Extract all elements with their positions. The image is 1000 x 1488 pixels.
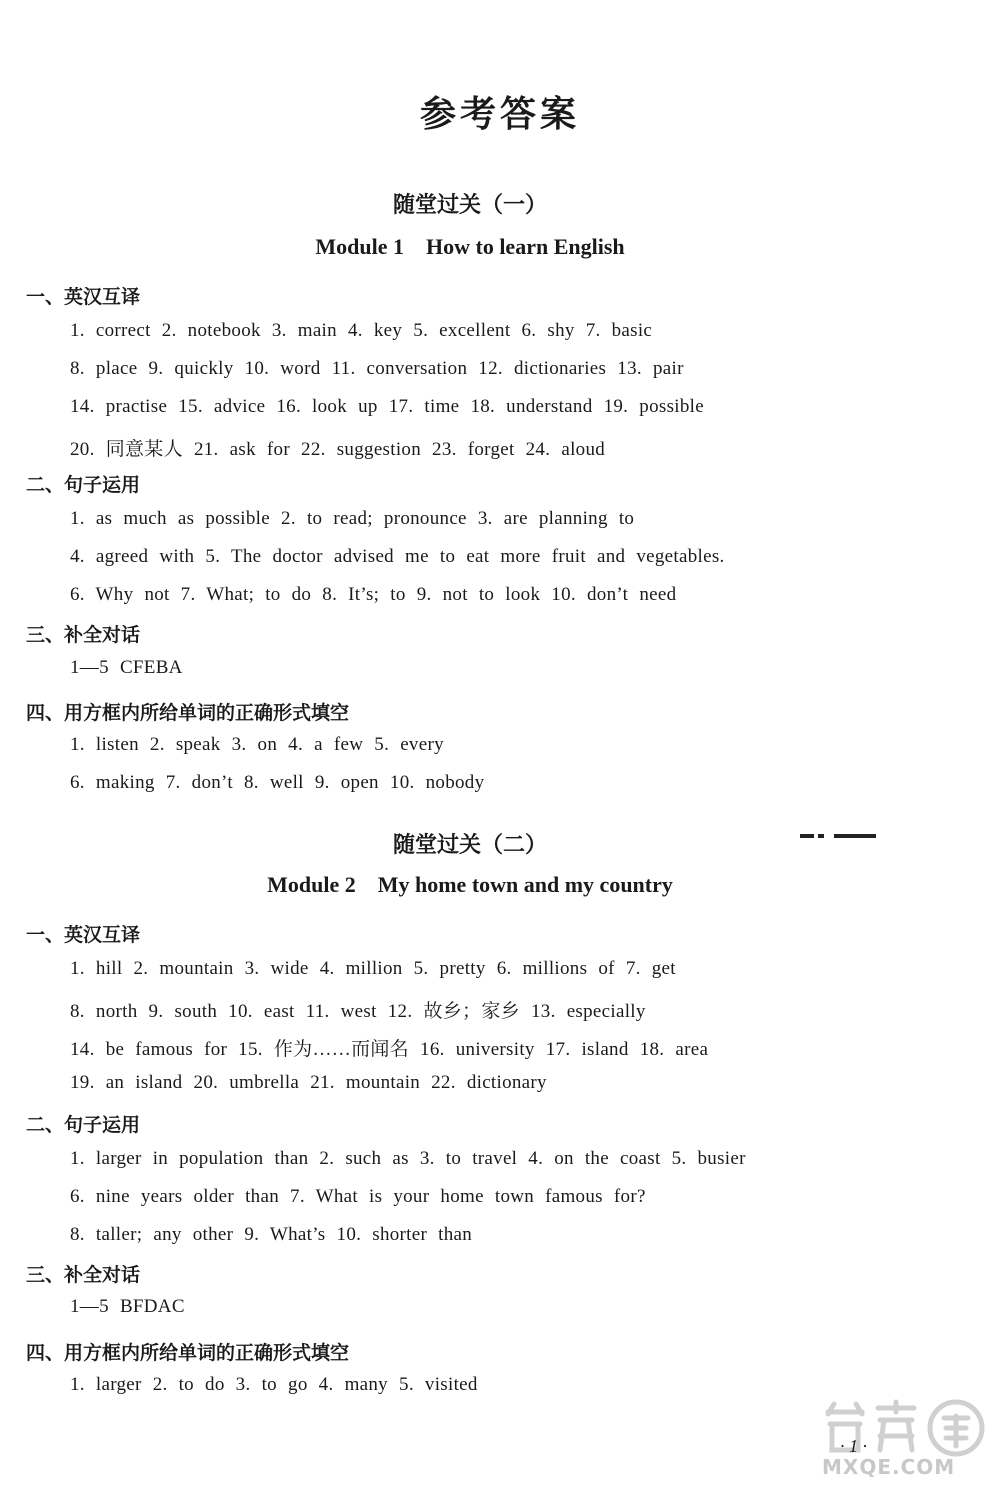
answer-line: 4. agreed with 5. The doctor advised me to eat more fruit and vegetables. — [70, 546, 725, 567]
answer-line: 1—5 CFEBA — [70, 657, 183, 678]
part-heading: 一、英汉互译 — [26, 924, 141, 946]
answer-line: 6. nine years older than 7. What is your home town famous for? — [70, 1186, 646, 1207]
part-heading: 四、用方框内所给单词的正确形式填空 — [26, 702, 350, 724]
answer-line: 1. hill 2. mountain 3. wide 4. million 5. pretty 6. millions of 7. get — [70, 958, 676, 979]
answer-line: 14. be famous for 15. 作为……而闻名 16. university 17. island 18. area — [70, 1039, 709, 1060]
answer-line: 1. larger in population than 2. such as 3. to travel 4. on the coast 5. busier — [70, 1148, 746, 1169]
answer-line: 1—5 BFDAC — [70, 1296, 185, 1317]
page-number: · 1 · — [840, 1436, 867, 1456]
part-heading: 二、句子运用 — [26, 1114, 141, 1136]
page-title: 参考答案 — [419, 94, 580, 135]
part-heading: 三、补全对话 — [26, 1264, 141, 1286]
module-title: Module 1 How to learn English — [315, 234, 625, 259]
part-heading: 四、用方框内所给单词的正确形式填空 — [26, 1342, 350, 1364]
answer-line: 8. north 9. south 10. east 11. west 12. 故乡；家乡 13. especially — [70, 1001, 646, 1022]
part-heading: 三、补全对话 — [26, 624, 141, 646]
answer-line: 8. taller; any other 9. What’s 10. shorter than — [70, 1224, 473, 1245]
part-heading: 二、句子运用 — [26, 474, 141, 496]
answer-line: 1. as much as possible 2. to read; pronounce 3. are planning to — [70, 508, 635, 529]
answer-line: 1. correct 2. notebook 3. main 4. key 5. excellent 6. shy 7. basic — [70, 320, 653, 341]
answer-line: 6. making 7. don’t 8. well 9. open 10. nobody — [70, 772, 485, 793]
answer-line: 20. 同意某人 21. ask for 22. suggestion 23. forget 24. aloud — [70, 439, 606, 460]
answer-line: 14. practise 15. advice 16. look up 17. time 18. understand 19. possible — [70, 396, 704, 417]
decorative-rule — [800, 834, 876, 838]
section-heading: 随堂过关（一） — [392, 193, 547, 218]
part-heading: 一、英汉互译 — [26, 286, 141, 308]
answer-line: 8. place 9. quickly 10. word 11. conversation 12. dictionaries 13. pair — [70, 358, 684, 379]
answer-line: 1. larger 2. to do 3. to go 4. many 5. visited — [70, 1374, 478, 1395]
module-title: Module 2 My home town and my country — [267, 872, 673, 897]
answer-line: 19. an island 20. umbrella 21. mountain 22. dictionary — [70, 1072, 547, 1093]
answer-line: 6. Why not 7. What; to do 8. It’s; to 9. not to look 10. don’t need — [70, 584, 677, 605]
section-heading: 随堂过关（二） — [392, 833, 547, 858]
answer-line: 1. listen 2. speak 3. on 4. a few 5. every — [70, 734, 444, 755]
watermark-text: MXQE.COM — [822, 1455, 956, 1479]
